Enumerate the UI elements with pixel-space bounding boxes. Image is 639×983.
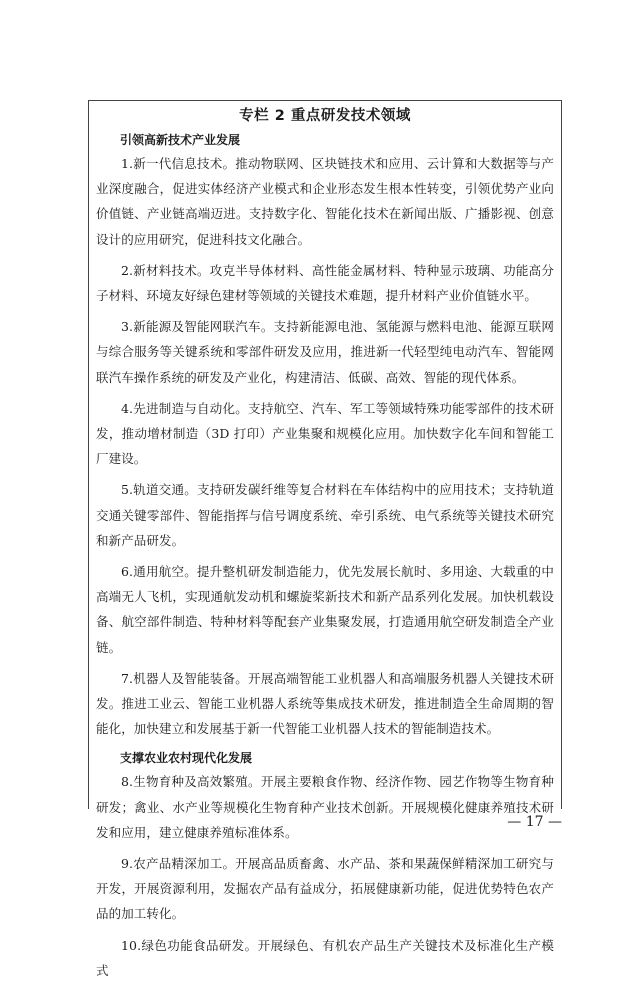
paragraph-item: 9.农产品精深加工。开展高品质畜禽、水产品、茶和果蔬保鲜精深加工研究与开发，开展资源利用，发掘农产品有益成分，拓展健康新功能，促进优势特色农产品的加工转化。 [96,856,554,922]
page-number: — 17 — [507,814,562,830]
paragraph-item: 8.生物育种及高效繁殖。开展主要粮食作物、经济作物、园艺作物等生物育种研发；禽业、水产业等规模化生物育种产业技术创新。开展规模化健康养殖技术研发和应用，建立健康养殖标准体系。 [96,774,554,840]
section-agriculture [96,747,554,983]
paragraph-item: 5.轨道交通。支持研发碳纤维等复合材料在车体结构中的应用技术；支持轨道交通关键零部件、智能指挥与信号调度系统、牵引系统、电气系统等关键技术研究和新产品研发。 [96,482,554,548]
paragraph-item: 4.先进制造与自动化。支持航空、汽车、军工等领域特殊功能零部件的技术研发，推动增材制造（3D 打印）产业集聚和规模化应用。加快数字化车间和智能工厂建设。 [96,400,554,467]
paragraph-item: 6.通用航空。提升整机研发制造能力，优先发展长航时、多用途、大载重的中高端无人飞机，实现通航发动机和螺旋桨新技术和新产品系列化发展。加快机载设备、航空部件制造、特种材料等配套产业集聚发展，打造通用航空研发制造全产业链。 [96,564,554,655]
section-heading: 引领高新技术产业发展 [120,133,241,147]
column-title: 专栏 2 重点研发技术领域 [239,108,411,124]
paragraph-item: 1.新一代信息技术。推动物联网、区块链技术和应用、云计算和大数据等与产业深度融合，促进实体经济产业模式和企业形态发生根本性转变，引领优势产业向价值链、产业链高端迈进。支持数字化、智能化技术在新闻出版、广播影视、创意设计的应用研究，促进科技文化融合。 [96,156,554,247]
paragraph-item: 3.新能源及智能网联汽车。支持新能源电池、氢能源与燃料电池、能源互联网与综合服务等关键系统和零部件研发及应用，推进新一代轻型纯电动汽车、智能网联汽车操作系统的研发及产业化，构建清洁、低碳、高效、智能的现代体系。 [96,319,554,385]
paragraph-item: 10.绿色功能食品研发。开展绿色、有机农产品生产关键技术及标准化生产模式 [96,937,554,978]
section-heading: 支撑农业农村现代化发展 [120,751,253,766]
paragraph-item: 2.新材料技术。攻克半导体材料、高性能金属材料、特种显示玻璃、功能高分子材料、环境友好绿色建材等领域的关键技术难题，提升材料产业价值链水平。 [96,262,554,304]
paragraph-item: 7.机器人及智能装备。开展高端智能工业机器人和高端服务机器人关键技术研发。推进工业云、智能工业机器人系统等集成技术研发，推进制造全生命周期的智能化，加快建立和发展基于新一代智能工业机器人技术的智能制造技术。 [96,670,554,737]
section-high-tech [96,129,554,741]
